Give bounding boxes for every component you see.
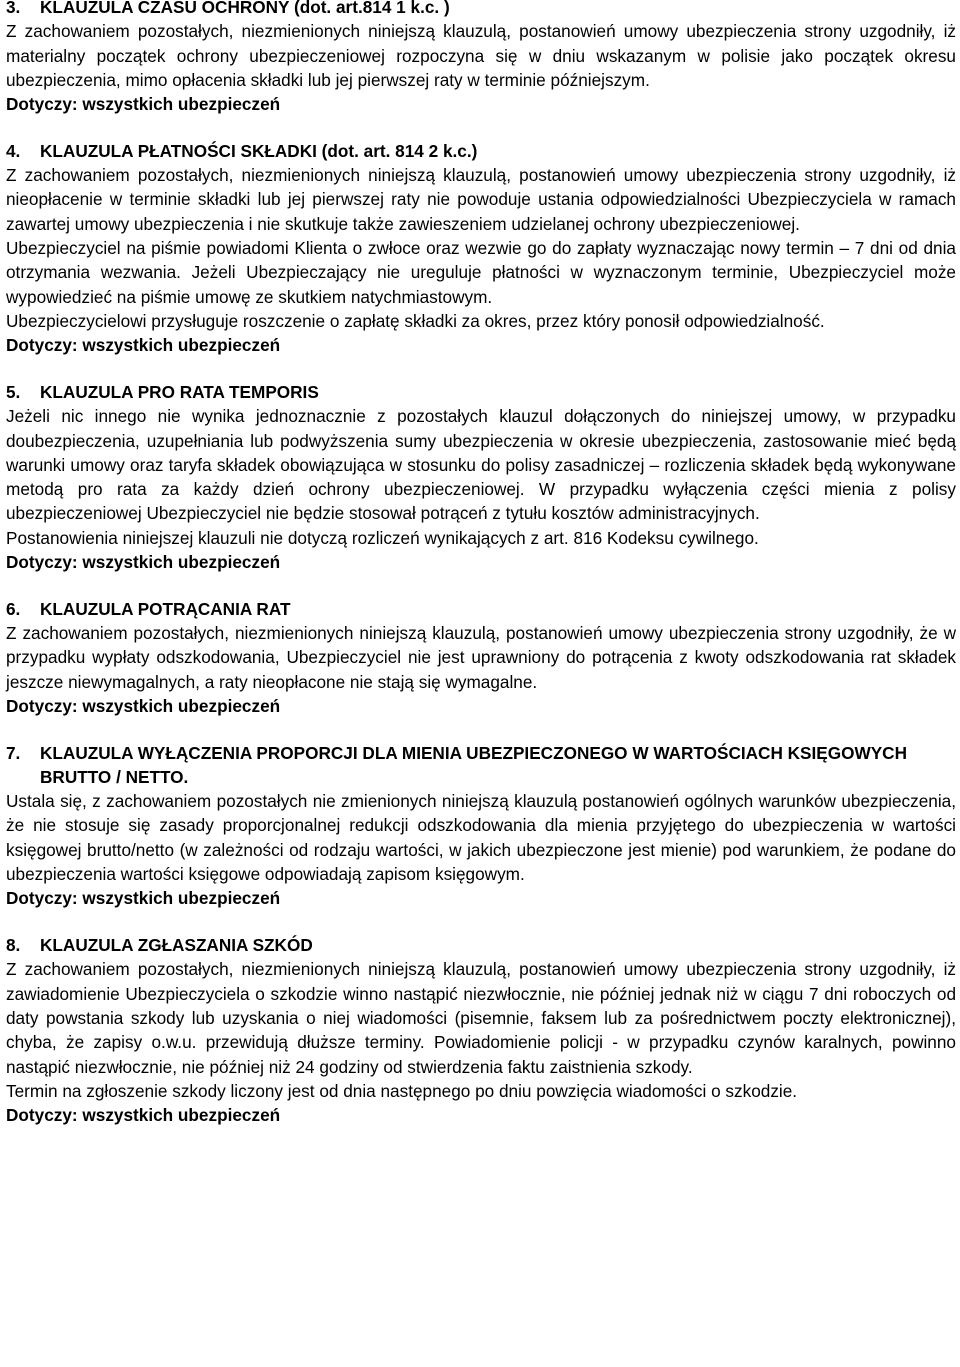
- clause-3: [6, 0, 956, 116]
- clause-title: KLAUZULA WYŁĄCZENIA PROPORCJI DLA MIENIA UBEZPIECZONEGO W WARTOŚCIACH KSIĘGOWYCH BRUTTO / NETTO.: [40, 742, 908, 787]
- clause-7: [6, 741, 956, 911]
- clause-heading: [6, 933, 956, 957]
- clause-paragraph: Z zachowaniem pozostałych, niezmienionych niniejszą klauzulą, postanowień umowy ubezpieczenia strony uzgodniły, że w przypadku wypłaty odszkodowania, Ubezpieczyciel nie jest uprawniony do potrącenia z kwoty odszkodowania rat składek jeszcze niewymagalnych, a raty nieopłacone nie stają się wymagalne.: [6, 623, 956, 692]
- document-page: [6, 0, 956, 1127]
- clause-number: 8.: [6, 935, 21, 956]
- applies-to-note: Dotyczy: wszystkich ubezpieczeń: [6, 695, 281, 716]
- applies-to-note: Dotyczy: wszystkich ubezpieczeń: [6, 335, 281, 356]
- clause-heading: [6, 139, 956, 163]
- clause-paragraph: Ubezpieczycielowi przysługuje roszczenie o zapłatę składki za okres, przez który ponosił odpowiedzialność.: [6, 310, 825, 331]
- clause-paragraph: Z zachowaniem pozostałych, niezmienionych niniejszą klauzulą, postanowień umowy ubezpieczenia strony uzgodniły, iż nieopłacenie w terminie składki lub jej pierwszej raty nie powoduje ustania odpowiedzialności Ubezpieczyciela w ramach zawartej umowy ubezpieczenia i nie skutkuje także zawieszeniem udzielanej ochrony ubezpieczeniowej.: [6, 165, 956, 234]
- clause-title: KLAUZULA PŁATNOŚCI SKŁADKI (dot. art. 814 2 k.c.): [40, 140, 478, 161]
- applies-to-note: Dotyczy: wszystkich ubezpieczeń: [6, 552, 281, 573]
- clause-heading: [6, 597, 956, 621]
- clause-heading: [6, 741, 956, 790]
- clause-6: [6, 597, 956, 718]
- clause-paragraph: Jeżeli nic innego nie wynika jednoznacznie z pozostałych klauzul dołączonych do niniejszej umowy, w przypadku doubezpieczenia, uzupełniania lub podwyższenia sumy ubezpieczenia w okresie ubezpieczenia, zastosowanie mieć będą warunki umowy oraz taryfa składek obowiązująca w stosunku do polisy zasadniczej – rozliczenia składek będą wykonywane metodą pro rata za każdy dzień ochrony ubezpieczeniowej. W przypadku wyłączenia części mienia z polisy ubezpieczeniowej Ubezpieczyciel nie będzie stosował potrąceń z tytułu kosztów administracyjnych.: [6, 406, 956, 524]
- clause-number: 4.: [6, 140, 21, 161]
- clause-paragraph: Ustala się, z zachowaniem pozostałych nie zmienionych niniejszą klauzulą postanowień ogólnych warunków ubezpieczenia, że nie stosuje się zasady proporcjonalnej redukcji odszkodowania dla mienia przyjętego do ubezpieczenia w wartości księgowej brutto/netto (w zależności od rodzaju wartości, w jakich ubezpieczone jest mienie) pod warunkiem, że podane do ubezpieczenia wartości księgowe odpowiadają zapisom księgowym.: [6, 791, 956, 885]
- clause-paragraph: Ubezpieczyciel na piśmie powiadomi Klienta o zwłoce oraz wezwie go do zapłaty wyznaczając nowy termin – 7 dni od dnia otrzymania wezwania. Jeżeli Ubezpieczający nie ureguluje płatności w wyznaczonym terminie, Ubezpieczyciel może wypowiedzieć na piśmie umowę ze skutkiem natychmiastowym.: [6, 238, 956, 307]
- clause-title: KLAUZULA POTRĄCANIA RAT: [40, 598, 291, 619]
- clause-5: [6, 380, 956, 574]
- clause-paragraph: Z zachowaniem pozostałych, niezmienionych niniejszą klauzulą, postanowień umowy ubezpieczenia strony uzgodniły, iż materialny początek ochrony ubezpieczeniowej rozpoczyna się w dniu wskazanym w polisie jako początek okresu ubezpieczenia, mimo opłacenia składki lub jej pierwszej raty w terminie późniejszym.: [6, 21, 956, 90]
- clause-heading: [6, 0, 956, 19]
- clause-number: 7.: [6, 742, 21, 763]
- clause-number: 5.: [6, 381, 21, 402]
- clause-4: [6, 139, 956, 358]
- clause-number: 6.: [6, 598, 21, 619]
- clause-paragraph: Termin na zgłoszenie szkody liczony jest od dnia następnego po dniu powzięcia wiadomości o szkodzie.: [6, 1080, 798, 1101]
- clause-heading: [6, 380, 956, 404]
- applies-to-note: Dotyczy: wszystkich ubezpieczeń: [6, 94, 281, 115]
- clause-8: [6, 933, 956, 1127]
- clause-title: KLAUZULA CZASU OCHRONY (dot. art.814 1 k.c. ): [40, 0, 450, 17]
- applies-to-note: Dotyczy: wszystkich ubezpieczeń: [6, 888, 281, 909]
- clause-paragraph: Postanowienia niniejszej klauzuli nie dotyczą rozliczeń wynikających z art. 816 Kodeksu cywilnego.: [6, 527, 759, 548]
- clause-title: KLAUZULA PRO RATA TEMPORIS: [40, 381, 319, 402]
- applies-to-note: Dotyczy: wszystkich ubezpieczeń: [6, 1105, 281, 1126]
- clause-title: KLAUZULA ZGŁASZANIA SZKÓD: [40, 935, 313, 956]
- clause-paragraph: Z zachowaniem pozostałych, niezmienionych niniejszą klauzulą, postanowień umowy ubezpieczenia strony uzgodniły, iż zawiadomienie Ubezpieczyciela o szkodzie winno nastąpić niezwłocznie, nie później jednak niż w ciągu 7 dni roboczych od daty powstania szkody lub uzyskania o niej wiadomości (pisemnie, faksem lub za pośrednictwem poczty elektronicznej), chyba, że zapisy o.w.u. przewidują dłuższe terminy. Powiadomienie policji - w przypadku czynów karalnych, powinno nastąpić niezwłocznie, nie później niż 24 godziny od stwierdzenia faktu zaistnienia szkody.: [6, 959, 956, 1077]
- clause-number: 3.: [6, 0, 21, 17]
